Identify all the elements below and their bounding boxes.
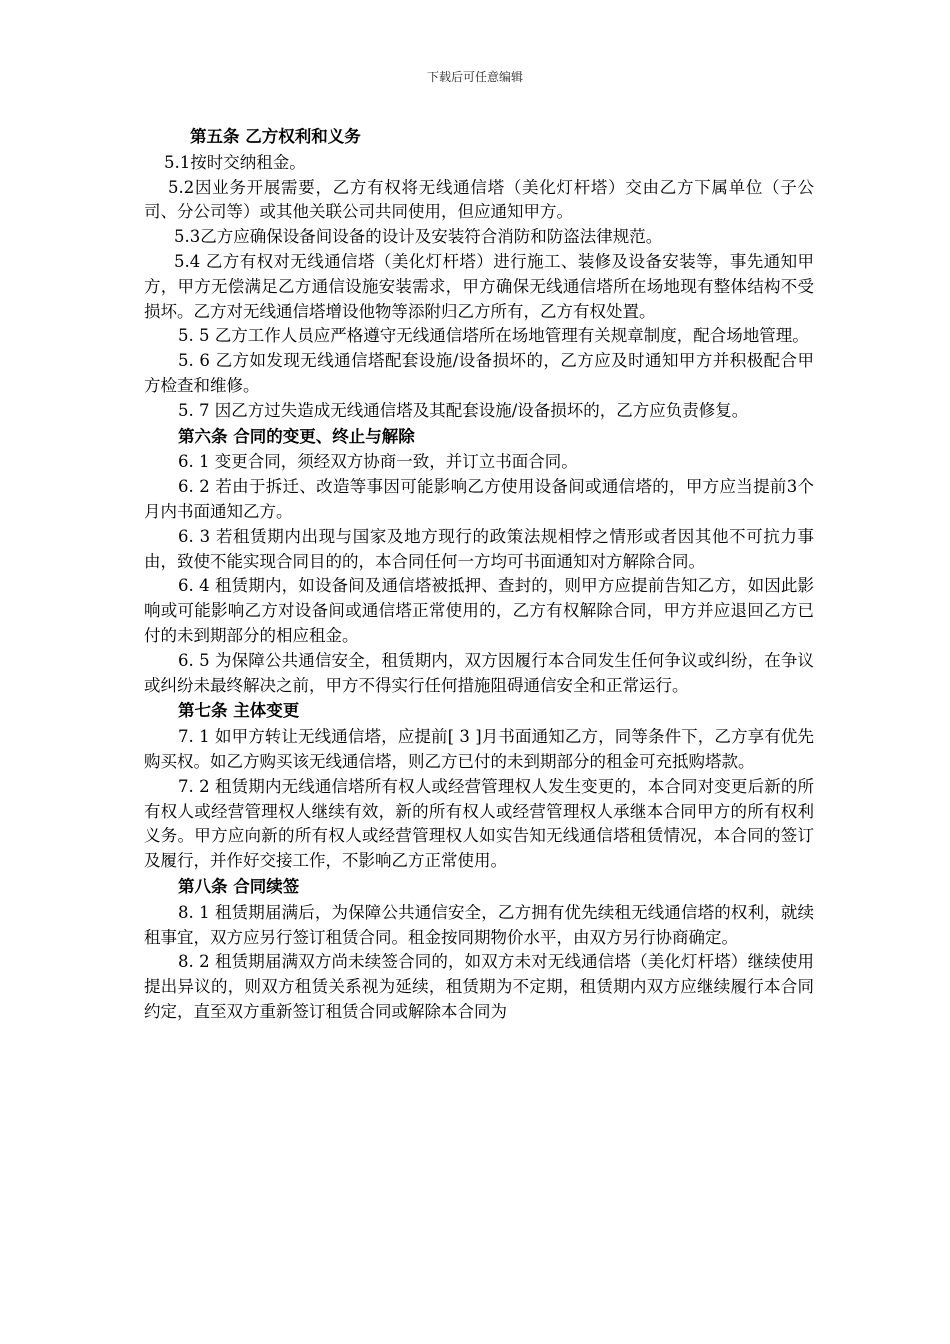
clause-paragraph: 5.4 乙方有权对无线通信塔（美化灯杆塔）进行施工、装修及设备安装等，事先通知甲方，甲方无偿满足乙方通信设施安装需求，甲方确保无线通信塔所在场地现有整体结构不受损坏。乙方对无线通信塔增设他物等添附归乙方所有，乙方有权处置。 [144,251,814,321]
section-heading: 第七条 主体变更 [178,701,300,721]
clause-paragraph: 8. 1 租赁期届满后，为保障公共通信安全，乙方拥有优先续租无线通信塔的权利，就续租事宜，双方应另行签订租赁合同。租金按同期物价水平，由双方另行协商确定。 [144,902,814,947]
clause-paragraph: 5.3乙方应确保设备间设备的设计及安装符合消防和防盗法律规范。 [174,227,663,247]
document-body [144,124,814,1025]
section-heading: 第六条 合同的变更、终止与解除 [178,426,415,446]
clause-paragraph: 8. 2 租赁期届满双方尚未续签合同的，如双方未对无线通信塔（美化灯杆塔）继续使用提出异议的，则双方租赁关系视为延续，租赁期为不定期，租赁期内双方应继续履行本合同约定，直至双方重新签订租赁合同或解除本合同为 [144,952,814,1021]
clause-paragraph: 5. 7 因乙方过失造成无线通信塔及其配套设施/设备损坏的，乙方应负责修复。 [178,400,749,420]
section-heading: 第八条 合同续签 [178,876,300,896]
clause-paragraph: 7. 2 租赁期内无线通信塔所有权人或经营管理权人发生变更的，本合同对变更后新的所有权人或经营管理权人继续有效，新的所有权人或经营管理权人承继本合同甲方的所有权利义务。甲方应向新的所有权人或经营管理权人如实告知无线通信塔租赁情况，本合同的签订及履行，并作好交接工作，不影响乙方正常使用。 [144,776,814,871]
clause-paragraph: 7. 1 如甲方转让无线通信塔，应提前[ 3 ]月书面通知乙方，同等条件下，乙方享有优先购买权。如乙方购买该无线通信塔，则乙方已付的未到期部分的租金可充抵购塔款。 [144,727,814,771]
clause-paragraph: 5. 5 乙方工作人员应严格遵守无线通信塔所在场地管理有关规章制度，配合场地管理。 [178,326,809,346]
clause-paragraph: 6. 5 为保障公共通信安全，租赁期内，双方因履行本合同发生任何争议或纠纷，在争议或纠纷未最终解决之前，甲方不得实行任何措施阻碍通信安全和正常运行。 [144,650,814,695]
page-header: 下载后可任意编辑 [426,70,523,84]
clause-paragraph: 6. 3 若租赁期内出现与国家及地方现行的政策法规相悖之情形或者因其他不可抗力事由，致使不能实现合同目的的，本合同任何一方均可书面通知对方解除合同。 [144,526,814,571]
clause-paragraph: 6. 4 租赁期内，如设备间及通信塔被抵押、查封的，则甲方应提前告知乙方，如因此影响或可能影响乙方对设备间或通信塔正常使用的，乙方有权解除合同，甲方并应退回乙方已付的未到期部分的相应租金。 [144,576,814,645]
clause-paragraph: 5.2因业务开展需要，乙方有权将无线通信塔（美化灯杆塔）交由乙方下属单位（子公司、分公司等）或其他关联公司共同使用，但应通知甲方。 [144,177,814,222]
clause-paragraph: 5. 6 乙方如发现无线通信塔配套设施/设备损坏的，乙方应及时通知甲方并积极配合甲方检查和维修。 [144,351,814,395]
clause-paragraph: 5.1按时交纳租金。 [164,152,306,172]
clause-paragraph: 6. 1 变更合同，须经双方协商一致，并订立书面合同。 [178,452,578,472]
section-heading: 第五条 乙方权利和义务 [190,127,361,146]
clause-paragraph: 6. 2 若由于拆迁、改造等事因可能影响乙方使用设备间或通信塔的，甲方应当提前3个月内书面通知乙方。 [144,477,814,521]
